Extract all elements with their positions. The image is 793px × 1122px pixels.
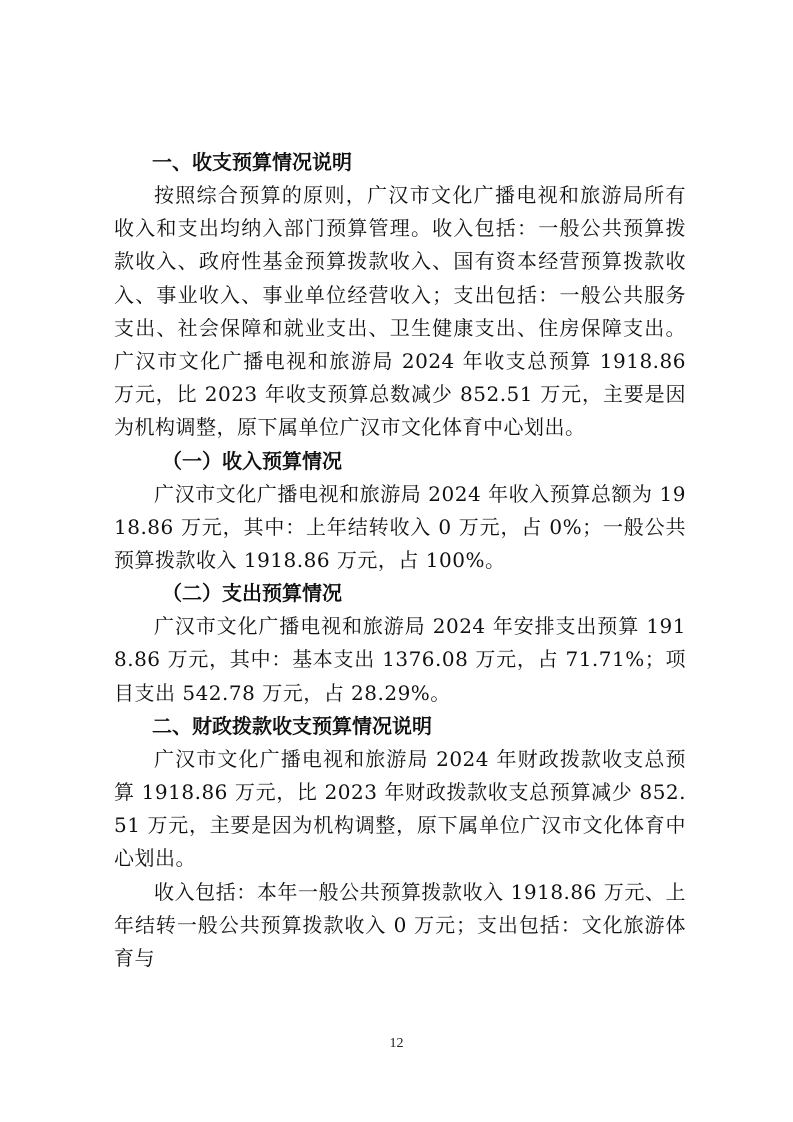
section1-heading: 一、收支预算情况说明 (152, 150, 352, 174)
section2-paragraph-2: 收入包括：本年一般公共预算拨款收入 1918.86 万元、上年结转一般公共预算拨款收入 0 万元；支出包括：文化旅游体育与 (114, 879, 686, 971)
section1-paragraph: 按照综合预算的原则，广汉市文化广播电视和旅游局所有收入和支出均纳入部门预算管理。收入包括：一般公共预算拨款收入、政府性基金预算拨款收入、国有资本经营预算拨款收入、事业收入、事业单位经营收入；支出包括：一般公共服务支出、社会保障和就业支出、卫生健康支出、住房保障支出。广汉市文化广播电视和旅游局 2024 年收支总预算 1918.86 万元，比 2023 年收支预算总数减少 852.51 万元，主要是因为机构调整，原下属单位广汉市文化体育中心划出。 (114, 183, 686, 440)
section2-heading: 二、财政拨款收支预算情况说明 (152, 713, 432, 738)
section2-paragraph-1: 广汉市文化广播电视和旅游局 2024 年财政拨款收支总预算 1918.86 万元，比 2023 年财政拨款收支总预算减少 852.51 万元，主要是因为机构调整，原下属单位广汉市文化体育中心划出。 (114, 746, 686, 871)
subsection2-heading: （二）支出预算情况 (162, 581, 342, 606)
subsection1-paragraph: 广汉市文化广播电视和旅游局 2024 年收入预算总额为 1918.86 万元，其中：上年结转收入 0 万元，占 0%；一般公共预算拨款收入 1918.86 万元，占 100%。 (114, 481, 686, 573)
subsection1-heading: （一）收入预算情况 (162, 448, 342, 473)
document-body (114, 146, 686, 975)
page-number: 12 (389, 1036, 404, 1051)
subsection2-paragraph: 广汉市文化广播电视和旅游局 2024 年安排支出预算 1918.86 万元，其中：基本支出 1376.08 万元，占 71.71%；项目支出 542.78 万元，占 28.29%。 (114, 614, 686, 705)
